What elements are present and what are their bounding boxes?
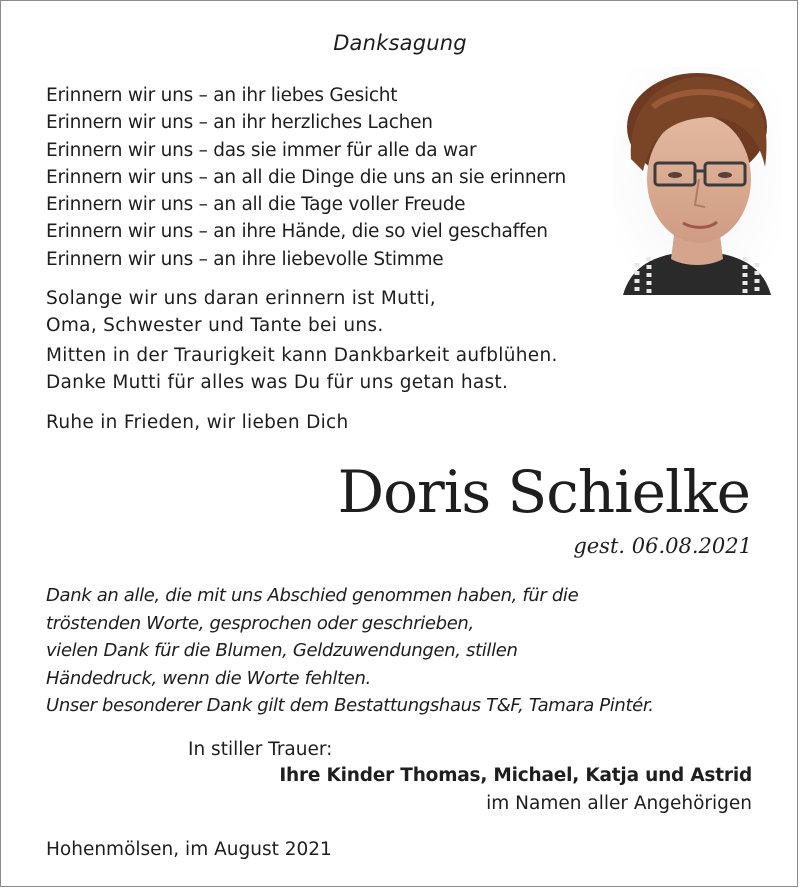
paragraph-line: Oma, Schwester und Tante bei uns. [46, 315, 384, 336]
memorial-verse [46, 82, 566, 273]
thanks-line: Unser besonderer Dank gilt dem Bestattungshaus T&F, Tamara Pintér. [46, 695, 654, 716]
mourning-intro: In stiller Trauer: [188, 739, 333, 760]
verse-line: Erinnern wir uns – an ihre Hände, die so viel geschaffen [46, 221, 548, 243]
heading: Danksagung [333, 31, 467, 55]
thanks-line: Händedruck, wenn die Worte fehlten. [46, 667, 371, 689]
gratitude-paragraph [46, 342, 558, 396]
verse-line: Erinnern wir uns – das sie immer für alle da war [46, 139, 477, 161]
portrait-photo [613, 67, 781, 295]
farewell-line: Ruhe in Frieden, wir lieben Dich [46, 412, 349, 433]
paragraph-line: Danke Mutti für alles was Du für uns getan hast. [46, 372, 509, 393]
paragraph-line: Mitten in der Traurigkeit kann Dankbarkeit aufblühen. [46, 345, 558, 366]
remembrance-paragraph [46, 285, 436, 339]
relatives-note: im Namen aller Angehörigen [486, 793, 752, 814]
thanks-line: Dank an alle, die mit uns Abschied genommen haben, für die [46, 585, 579, 606]
portrait-image [613, 67, 781, 295]
verse-line: Erinnern wir uns – an all die Tage voller Freude [46, 194, 466, 216]
family-signature: Ihre Kinder Thomas, Michael, Katja und Astrid [279, 765, 752, 786]
thanks-text [46, 582, 654, 720]
place-and-date: Hohenmölsen, im August 2021 [46, 839, 332, 860]
thanks-line: vielen Dank für die Blumen, Geldzuwendungen, stillen [46, 640, 518, 661]
thanks-line: tröstenden Worte, gesprochen oder geschrieben, [46, 612, 474, 634]
deceased-name: Doris Schielke [337, 458, 750, 526]
verse-line: Erinnern wir uns – an ihr herzliches Lachen [46, 112, 433, 134]
verse-line: Erinnern wir uns – an ihre liebevolle Stimme [46, 248, 444, 270]
verse-line: Erinnern wir uns – an all die Dinge die uns an sie erinnern [46, 166, 567, 188]
verse-line: Erinnern wir uns – an ihr liebes Gesicht [46, 85, 398, 106]
paragraph-line: Solange wir uns daran erinnern ist Mutti, [46, 288, 436, 309]
date-of-death: gest. 06.08.2021 [573, 534, 752, 558]
